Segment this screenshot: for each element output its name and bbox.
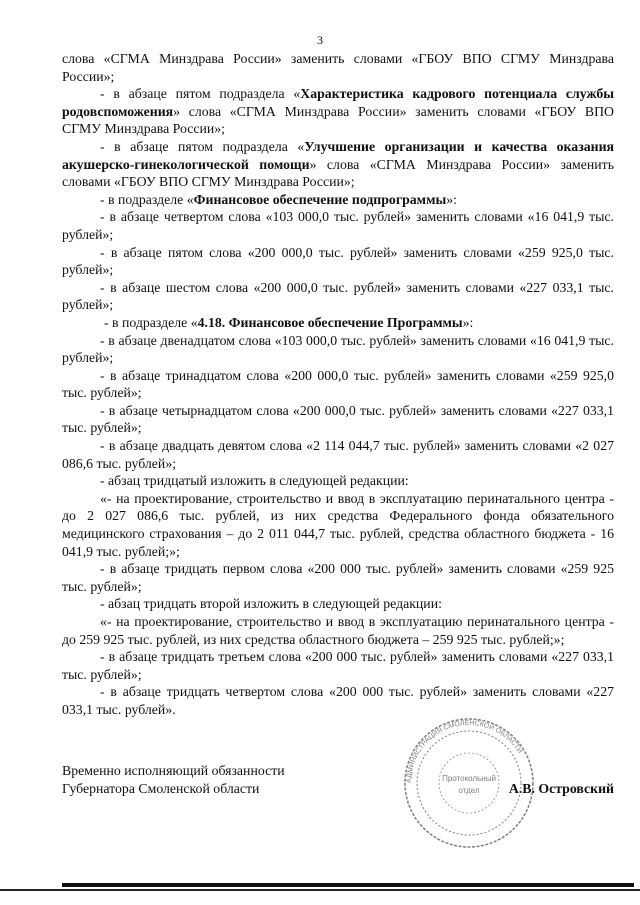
paragraph-text: - в абзаце четырнадцатом слова «200 000,0 тыс. рублей» заменить словами «227 033,1 тыс. рублей»;	[62, 402, 614, 436]
paragraph-text: - в абзаце тридцать третьем слова «200 000 тыс. рублей» заменить словами «227 033,1 тыс. рублей»;	[62, 649, 614, 682]
paragraph	[62, 560, 614, 595]
position-line-1: Временно исполняющий обязанности	[62, 763, 285, 778]
paragraph-text: - в абзаце тридцать четвертом слова «200 000 тыс. рублей» заменить словами «227 033,1 тыс. рублей».	[62, 684, 614, 717]
paragraph-text: - в абзаце пятом слова «200 000,0 тыс. рублей» заменить словами «259 925,0 тыс. рублей»;	[62, 244, 614, 278]
paragraph	[62, 613, 614, 648]
paragraph-text: - в абзаце четвертом слова «103 000,0 тыс. рублей» заменить словами «16 041,9 тыс. рублей»;	[62, 209, 614, 242]
paragraph	[62, 208, 614, 243]
bold-heading-text: Финансовое обеспечение подпрограммы	[193, 191, 447, 207]
paragraph	[62, 472, 614, 490]
bold-heading-text: Улучшение организации и качества оказания акушерско-гинекологической помощи	[62, 138, 614, 172]
paragraph-text: - в абзаце двадцать девятом слова «2 114 044,7 тыс. рублей» заменить словами «2 027 086,6 тыс. рублей»;	[62, 438, 614, 471]
paragraph	[62, 138, 614, 191]
paragraph	[62, 244, 614, 279]
bold-heading-text: Характеристика кадрового потенциала службы родовспоможения	[62, 86, 615, 119]
bottom-border-edge	[0, 889, 640, 891]
paragraph	[62, 648, 614, 683]
paragraph-text: »:	[446, 191, 457, 207]
paragraph-text: слова «СГМА Минздрава России» заменить словами «ГБОУ ВПО СГМУ Минздрава России»;	[62, 51, 614, 84]
paragraph	[62, 490, 614, 560]
position-line-2: Губернатора Смоленской области	[62, 781, 260, 796]
signatory-name: А.В. Островский	[508, 781, 614, 796]
paragraph	[62, 367, 614, 402]
stamp-center-line-2: отдел	[458, 786, 480, 795]
paragraph-text: - в абзаце двенадцатом слова «103 000,0 тыс. рублей» заменить словами «16 041,9 тыс. рублей»;	[62, 332, 614, 366]
paragraph-text: «- на проектирование, строительство и ввод в эксплуатацию перинатального центра - до 259 925 тыс. рублей, из них средства областного бюджета – 259 925 тыс. рублей;»;	[62, 614, 614, 647]
paragraph-text: » слова «СГМА Минздрава России» заменить словами «ГБОУ ВПО СГМУ Минздрава России»;	[62, 156, 614, 190]
paragraph	[62, 402, 614, 437]
paragraph	[62, 595, 614, 613]
paragraph	[62, 191, 614, 209]
paragraph-text: - в абзаце тридцать первом слова «200 000 тыс. рублей» заменить словами «259 925 тыс. рублей»;	[62, 561, 614, 594]
signatory-position	[62, 762, 285, 798]
paragraph-text: - абзац тридцатый изложить в следующей редакции:	[100, 473, 409, 489]
paragraph-text: » слова «СГМА Минздрава России» заменить словами «ГБОУ ВПО СГМУ Минздрава России»;	[62, 103, 614, 137]
page-number: 3	[317, 33, 323, 47]
paragraph-text: - в абзаце пятом подраздела «	[100, 138, 305, 154]
paragraph-text: »:	[462, 314, 474, 330]
paragraph	[62, 332, 614, 367]
paragraph-text: «- на проектирование, строительство и ввод в эксплуатацию перинатального центра - до 2 027 086,6 тыс. рублей, из них средства Федерального фонда обязательного медицинского страхования – до 2 011 044,7 тыс. рублей, средства областного бюджета - 16 041,9 тыс. рублей;»;	[62, 490, 614, 559]
bold-heading-text: 4.18. Финансовое обеспечение Программы	[197, 314, 463, 330]
paragraph-text: - абзац тридцать второй изложить в следующей редакции:	[100, 596, 442, 612]
bottom-border	[62, 883, 634, 887]
stamp-ring-text: АДМИНИСТРАЦИЯ СМОЛЕНСКОЙ ОБЛАСТИ	[405, 719, 524, 784]
paragraph-text: - в подразделе «	[100, 191, 194, 207]
document-body	[62, 50, 614, 719]
paragraph	[62, 437, 614, 472]
paragraph-text: - в абзаце пятом подраздела «	[100, 86, 301, 102]
paragraph-text: - в подразделе «	[104, 314, 198, 330]
paragraph	[62, 85, 614, 138]
paragraph	[62, 50, 614, 85]
stamp-center-line-1: Протокольный	[442, 774, 496, 783]
official-stamp	[400, 714, 538, 852]
paragraph	[62, 279, 614, 314]
paragraph-text: - в абзаце шестом слова «200 000,0 тыс. рублей» заменить словами «227 033,1 тыс. рублей»;	[62, 279, 614, 313]
paragraph-text: - в абзаце тринадцатом слова «200 000,0 тыс. рублей» заменить словами «259 925,0 тыс. рублей»;	[62, 367, 614, 401]
paragraph	[62, 314, 614, 332]
